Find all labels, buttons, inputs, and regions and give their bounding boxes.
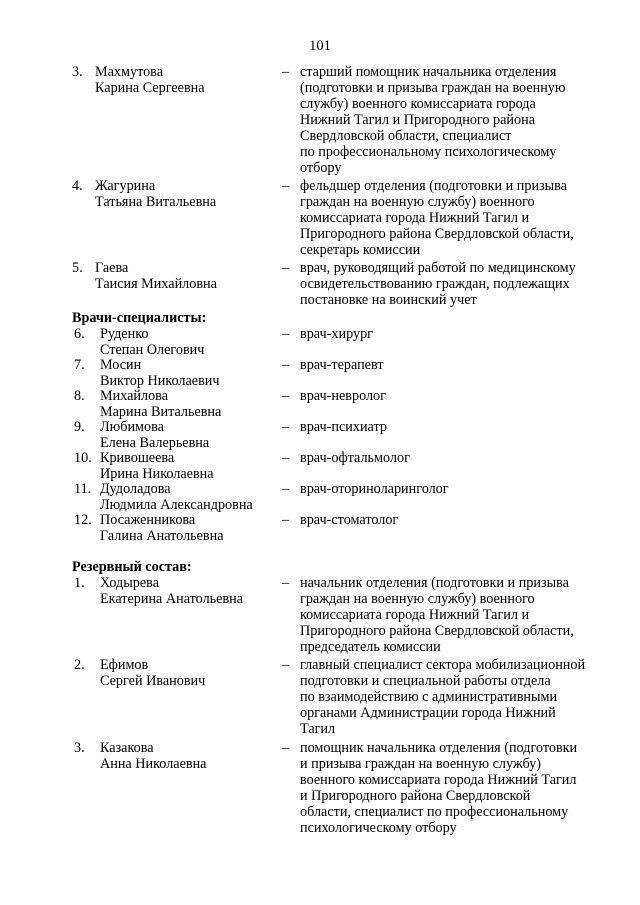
specialists-heading: Врачи-специалисты: bbox=[72, 310, 207, 326]
entry-description bbox=[300, 450, 612, 466]
surname: Махмутова bbox=[95, 64, 163, 80]
description-line: Пригородного района Свердловской области, bbox=[300, 226, 574, 242]
surname: Посаженникова bbox=[100, 512, 196, 528]
entry-number: 10. bbox=[74, 450, 92, 466]
given-names: Анна Николаевна bbox=[100, 756, 207, 772]
description-line: военного комиссариата города Нижний Тагил bbox=[300, 772, 577, 788]
entry-description bbox=[300, 419, 612, 435]
description-line: врач-терапевт bbox=[300, 357, 384, 373]
entry-name bbox=[100, 388, 290, 420]
description-line: по взаимодействию с административными bbox=[300, 689, 558, 705]
description-line: врач-хирург bbox=[300, 326, 373, 342]
entry-name bbox=[95, 178, 270, 210]
entry-dash: – bbox=[282, 64, 290, 80]
description-line: по профессиональному психологическому bbox=[300, 144, 557, 160]
entry-name bbox=[100, 657, 290, 689]
surname: Мосин bbox=[100, 357, 142, 373]
description-line: старший помощник начальника отделения bbox=[300, 64, 557, 80]
description-line: врач-офтальмолог bbox=[300, 450, 410, 466]
description-line: Нижний Тагил и Пригородного района bbox=[300, 112, 535, 128]
surname: Ефимов bbox=[100, 657, 149, 673]
entry-number: 3. bbox=[74, 740, 85, 756]
description-line: психологическому отбору bbox=[300, 820, 457, 836]
given-names: Карина Сергеевна bbox=[95, 80, 205, 96]
entry-name bbox=[95, 64, 270, 96]
entry-dash: – bbox=[282, 326, 290, 342]
entry-name bbox=[100, 326, 290, 358]
description-line: области, специалист по профессиональному bbox=[300, 804, 569, 820]
entry-description bbox=[300, 260, 612, 308]
entry-dash: – bbox=[282, 740, 290, 756]
description-line: граждан на военную службу) военного bbox=[300, 591, 535, 607]
description-line: и Пригородного района Свердловской bbox=[300, 788, 531, 804]
entry-dash: – bbox=[282, 388, 290, 404]
entry-name bbox=[100, 450, 290, 482]
description-line: постановке на воинский учет bbox=[300, 292, 477, 308]
description-line: главный специалист сектора мобилизационной bbox=[300, 657, 586, 673]
entry-number: 9. bbox=[74, 419, 85, 435]
description-line: органами Администрации города Нижний bbox=[300, 705, 556, 721]
entry-description bbox=[300, 326, 612, 342]
description-line: начальник отделения (подготовки и призыва bbox=[300, 575, 569, 591]
entry-number: 5. bbox=[72, 260, 83, 276]
entry-number: 11. bbox=[74, 481, 92, 497]
entry-number: 7. bbox=[74, 357, 85, 373]
entry-description bbox=[300, 481, 612, 497]
entry-dash: – bbox=[282, 657, 290, 673]
entry-number: 6. bbox=[74, 326, 85, 342]
entry-dash: – bbox=[282, 575, 290, 591]
description-line: Пригородного района Свердловской области, bbox=[300, 623, 574, 639]
description-line: врач-невролог bbox=[300, 388, 386, 404]
entry-dash: – bbox=[282, 260, 290, 276]
description-line: (подготовки и призыва граждан на военную bbox=[300, 80, 566, 96]
surname: Кривошеева bbox=[100, 450, 175, 466]
description-line: председатель комиссии bbox=[300, 639, 441, 655]
entry-description bbox=[300, 64, 612, 176]
entry-dash: – bbox=[282, 357, 290, 373]
entry-name bbox=[100, 357, 290, 389]
description-line: освидетельствованию граждан, подлежащих bbox=[300, 276, 570, 292]
given-names: Сергей Иванович bbox=[100, 673, 206, 689]
description-line: помощник начальника отделения (подготовки bbox=[300, 740, 578, 756]
given-names: Елена Валерьевна bbox=[100, 435, 210, 451]
description-line: секретарь комиссии bbox=[300, 242, 421, 258]
entry-name bbox=[100, 740, 290, 772]
entry-number: 12. bbox=[74, 512, 92, 528]
entry-description bbox=[300, 388, 612, 404]
entry-description bbox=[300, 357, 612, 373]
description-line: Свердловской области, специалист bbox=[300, 128, 512, 144]
description-line: граждан на военную службу) военного bbox=[300, 194, 535, 210]
description-line: службу) военного комиссариата города bbox=[300, 96, 536, 112]
page-number: 101 bbox=[309, 38, 331, 54]
description-line: врач-оториноларинголог bbox=[300, 481, 449, 497]
description-line: фельдшер отделения (подготовки и призыва bbox=[300, 178, 567, 194]
entry-description bbox=[300, 575, 612, 655]
entry-name bbox=[100, 512, 290, 544]
entry-number: 2. bbox=[74, 657, 85, 673]
description-line: врач-стоматолог bbox=[300, 512, 399, 528]
description-line: комиссариата города Нижний Тагил и bbox=[300, 210, 530, 226]
given-names: Екатерина Анатольевна bbox=[100, 591, 244, 607]
reserve-heading: Резервный состав: bbox=[72, 559, 192, 575]
surname: Руденко bbox=[100, 326, 149, 342]
given-names: Ирина Николаевна bbox=[100, 466, 214, 482]
surname: Михайлова bbox=[100, 388, 168, 404]
description-line: отбору bbox=[300, 160, 342, 176]
description-line: комиссариата города Нижний Тагил и bbox=[300, 607, 530, 623]
entry-number: 8. bbox=[74, 388, 85, 404]
description-line: врач-психиатр bbox=[300, 419, 387, 435]
entry-number: 4. bbox=[72, 178, 83, 194]
entry-name bbox=[100, 481, 290, 513]
description-line: и призыва граждан на военную службу) bbox=[300, 756, 541, 772]
surname: Любимова bbox=[100, 419, 164, 435]
entry-name bbox=[100, 575, 290, 607]
description-line: врач, руководящий работой по медицинскому bbox=[300, 260, 576, 276]
entry-number: 3. bbox=[72, 64, 83, 80]
entry-number: 1. bbox=[74, 575, 85, 591]
surname: Жагурина bbox=[95, 178, 156, 194]
entry-description bbox=[300, 512, 612, 528]
surname: Гаева bbox=[95, 260, 129, 276]
given-names: Степан Олегович bbox=[100, 342, 205, 358]
entry-name bbox=[95, 260, 270, 292]
entry-description bbox=[300, 178, 612, 258]
entry-description bbox=[300, 740, 612, 836]
given-names: Галина Анатольевна bbox=[100, 528, 224, 544]
entry-dash: – bbox=[282, 512, 290, 528]
surname: Дудоладова bbox=[100, 481, 171, 497]
entry-description bbox=[300, 657, 612, 737]
description-line: Тагил bbox=[300, 721, 336, 737]
entry-dash: – bbox=[282, 178, 290, 194]
entry-name bbox=[100, 419, 290, 451]
entry-dash: – bbox=[282, 450, 290, 466]
given-names: Людмила Александровна bbox=[100, 497, 253, 513]
entry-dash: – bbox=[282, 481, 290, 497]
given-names: Таисия Михайловна bbox=[95, 276, 217, 292]
surname: Ходырева bbox=[100, 575, 159, 591]
description-line: подготовки и специальной работы отдела bbox=[300, 673, 551, 689]
entry-dash: – bbox=[282, 419, 290, 435]
surname: Казакова bbox=[100, 740, 154, 756]
given-names: Марина Витальевна bbox=[100, 404, 222, 420]
given-names: Виктор Николаевич bbox=[100, 373, 220, 389]
given-names: Татьяна Витальевна bbox=[95, 194, 217, 210]
